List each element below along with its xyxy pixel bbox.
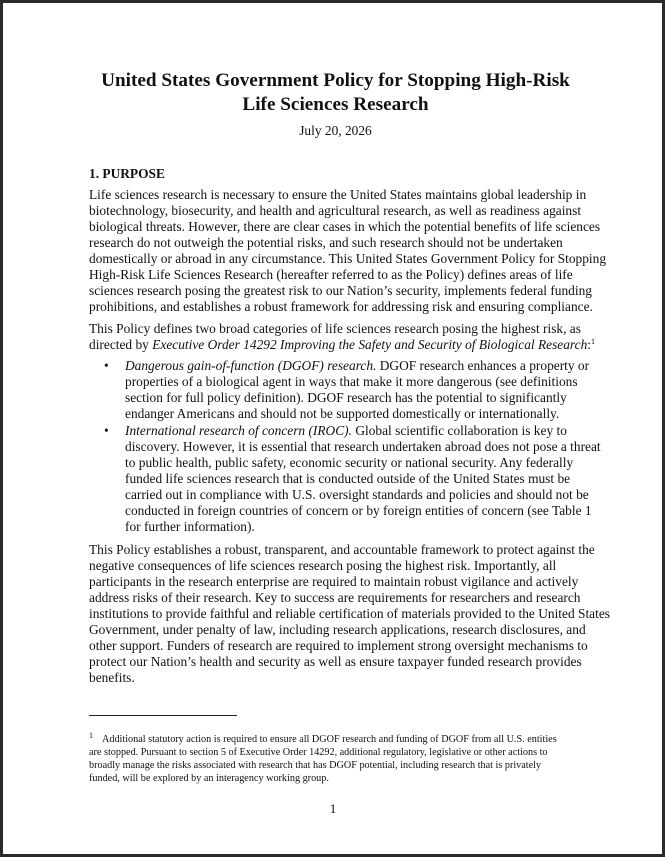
bullet-line bbox=[125, 423, 567, 439]
bullet-line: to public health, public safety, economic security or national security. Any federally bbox=[125, 455, 574, 470]
title-line-1: United States Government Policy for Stopping High-Risk bbox=[101, 70, 570, 91]
paragraph-line: prohibitions, and establishes a robust framework for addressing risk and ensuring compliance. bbox=[89, 299, 593, 314]
section-heading-purpose: 1. PURPOSE bbox=[89, 166, 165, 181]
document-date: July 20, 2026 bbox=[299, 123, 372, 138]
bullet-text: DGOF research enhances a property or bbox=[376, 358, 590, 373]
paragraph-line: protect our Nation’s health and security as well as ensure taxpayer funded research provides bbox=[89, 654, 582, 669]
paragraph-line: negative consequences of life sciences research posing the highest risk. Importantly, all bbox=[89, 558, 557, 573]
footnote-reference: 1 bbox=[591, 337, 596, 346]
paragraph-line: This Policy establishes a robust, transparent, and accountable framework to protect against the bbox=[89, 542, 595, 557]
executive-order-title: Executive Order 14292 Improving the Safety and Security of Biological Research bbox=[152, 337, 588, 352]
paragraph-line: other support. Funders of research are required to implement strong oversight mechanisms to bbox=[89, 638, 588, 653]
bullet-line: conducted in foreign countries of concern or by foreign entities of concern (see Table 1 bbox=[125, 503, 592, 518]
bullet-text: Global scientific collaboration is key to bbox=[351, 423, 567, 438]
paragraph-line: High-Risk Life Sciences Research (hereafter referred to as the Policy) defines areas of life bbox=[89, 267, 573, 282]
bullet-lead: Dangerous gain-of-function (DGOF) research. bbox=[125, 358, 377, 373]
bullet-line: for further information). bbox=[125, 519, 255, 534]
document-title bbox=[43, 69, 628, 117]
page-number: 1 bbox=[329, 801, 337, 816]
paragraph-line: This Policy defines two broad categories of life sciences research posing the highest risk, as bbox=[89, 321, 581, 336]
title-line-2: Life Sciences Research bbox=[242, 94, 429, 115]
paragraph-line: Government, under penalty of law, including research applications, research disclosures, and bbox=[89, 622, 586, 637]
paragraph-line: Life sciences research is necessary to ensure the United States maintains global leadership in bbox=[89, 187, 587, 202]
paragraph-text: directed by bbox=[89, 337, 153, 352]
paragraph-line bbox=[89, 337, 595, 353]
bullet-line bbox=[125, 358, 589, 374]
paragraph-line: sciences research posing the greatest risk to our Nation’s security, implements federal funding bbox=[89, 283, 592, 298]
paragraph-line: participants in the research enterprise are required to maintain robust vigilance and actively bbox=[89, 574, 579, 589]
paragraph-text: : bbox=[587, 337, 592, 352]
bullet-line: properties of a biological agent in ways that make it more dangerous (see definitions bbox=[125, 374, 578, 389]
bullet-line: funded life sciences research that is conducted outside of the United States must be bbox=[125, 471, 571, 486]
bullet-line: discovery. However, it is essential that research undertaken abroad does not pose a threat bbox=[125, 439, 601, 454]
paragraph-line: biotechnology, biosecurity, and health and agricultural research, as well as readiness against bbox=[89, 203, 582, 218]
footnote-line: funded, will be explored by an interagency working group. bbox=[89, 773, 329, 784]
bullet-icon: • bbox=[104, 423, 109, 438]
footnote-separator bbox=[89, 715, 237, 716]
paragraph-line: domestically or abroad in any circumstance. This United States Government Policy for Stopping bbox=[89, 251, 607, 266]
paragraph-line: research do not outweigh the potential risks, and such research should not be undertaken bbox=[89, 235, 563, 250]
bullet-line: section for full policy definition). DGOF research has the potential to significantly bbox=[125, 390, 567, 405]
bullet-lead: International research of concern (IROC). bbox=[125, 423, 352, 438]
paragraph-line: address risks of their research. Key to success are requirements for researchers and research bbox=[89, 590, 581, 605]
bullet-icon: • bbox=[104, 358, 109, 373]
bullet-line: carried out in compliance with U.S. oversight standards and policies and should not be bbox=[125, 487, 589, 502]
footnote-number: 1 bbox=[89, 731, 93, 740]
footnote-line: are stopped. Pursuant to section 5 of Executive Order 14292, additional regulatory, legislative or other actions to bbox=[89, 747, 548, 758]
paragraph-line: biological threats. However, there are clear cases in which the potential benefits of life sciences bbox=[89, 219, 601, 234]
footnote-line: Additional statutory action is required to ensure all DGOF research and funding of DGOF from all U.S. entities bbox=[102, 734, 557, 745]
footnote-line: broadly manage the risks associated with research that has DGOF potential, including research that is privately bbox=[89, 760, 542, 771]
paragraph-line: institutions to provide faithful and reliable certification of materials provided to the United States bbox=[89, 606, 610, 621]
paragraph-line: benefits. bbox=[89, 670, 135, 685]
bullet-line: endanger Americans and should not be supported domestically or internationally. bbox=[125, 406, 560, 421]
